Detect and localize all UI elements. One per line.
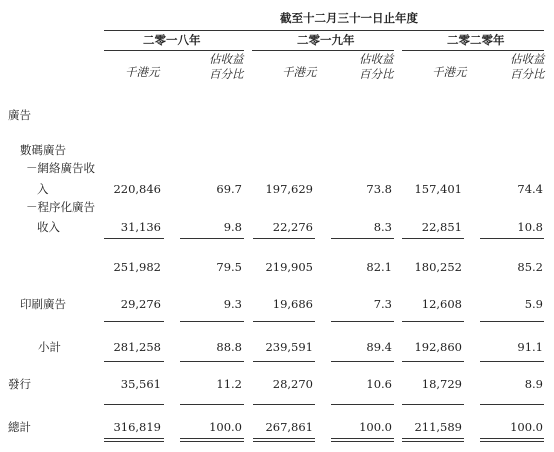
digital-total-2019-pct: 82.1 bbox=[366, 260, 392, 274]
print-2019-amount: 19,686 bbox=[272, 297, 313, 311]
pct-label-2020-l2: 百分比 bbox=[510, 67, 545, 81]
header-rule-2018 bbox=[104, 50, 244, 51]
period-heading: 截至十二月三十一日止年度 bbox=[280, 11, 418, 25]
subtotal-2018-pct: 88.8 bbox=[216, 340, 242, 354]
rule-digital-2019a bbox=[253, 238, 315, 239]
total-2019-pct: 100.0 bbox=[359, 420, 392, 434]
online-2020-pct: 74.4 bbox=[517, 182, 543, 196]
rule-digital-2020a bbox=[402, 238, 464, 239]
circulation-2019-pct: 10.6 bbox=[366, 377, 392, 391]
double-rule-total-2019b bbox=[331, 438, 394, 442]
double-rule-total-2020a bbox=[402, 438, 464, 442]
rule-print-2018a bbox=[104, 321, 164, 322]
row-label-online-1: －網絡廣告收 bbox=[26, 161, 95, 175]
rule-digital-2019b bbox=[331, 238, 394, 239]
rule-circulation-2018a bbox=[104, 404, 164, 405]
programmatic-2019-amount: 22,276 bbox=[272, 220, 313, 234]
year-2018-heading: 二零一八年 bbox=[143, 33, 201, 47]
rule-circulation-2019b bbox=[331, 404, 394, 405]
circulation-2020-amount: 18,729 bbox=[421, 377, 462, 391]
total-2020-amount: 211,589 bbox=[414, 420, 462, 434]
programmatic-2020-pct: 10.8 bbox=[517, 220, 543, 234]
programmatic-2018-amount: 31,136 bbox=[120, 220, 161, 234]
total-2018-pct: 100.0 bbox=[209, 420, 242, 434]
circulation-2020-pct: 8.9 bbox=[524, 377, 543, 391]
row-label-programmatic-1: －程序化廣告 bbox=[26, 200, 95, 214]
online-2020-amount: 157,401 bbox=[414, 182, 462, 196]
pct-label-2018-l2: 百分比 bbox=[209, 67, 244, 81]
pct-label-2019-l2: 百分比 bbox=[359, 67, 394, 81]
print-2018-amount: 29,276 bbox=[120, 297, 161, 311]
double-rule-total-2019a bbox=[253, 438, 315, 442]
total-2018-amount: 316,819 bbox=[113, 420, 161, 434]
subtotal-2020-pct: 91.1 bbox=[517, 340, 543, 354]
rule-digital-2020b bbox=[480, 238, 544, 239]
unit-label-2018: 千港元 bbox=[125, 65, 160, 79]
digital-total-2018-pct: 79.5 bbox=[216, 260, 242, 274]
print-2020-pct: 5.9 bbox=[524, 297, 543, 311]
online-2018-pct: 69.7 bbox=[216, 182, 242, 196]
programmatic-2020-amount: 22,851 bbox=[421, 220, 462, 234]
rule-print-2020a bbox=[402, 321, 464, 322]
row-label-print: 印刷廣告 bbox=[20, 297, 66, 311]
circulation-2018-pct: 11.2 bbox=[216, 377, 242, 391]
circulation-2018-amount: 35,561 bbox=[120, 377, 161, 391]
print-2020-amount: 12,608 bbox=[421, 297, 462, 311]
programmatic-2019-pct: 8.3 bbox=[373, 220, 392, 234]
unit-label-2020: 千港元 bbox=[432, 65, 467, 79]
online-2018-amount: 220,846 bbox=[113, 182, 161, 196]
digital-total-2019-amount: 219,905 bbox=[265, 260, 313, 274]
digital-total-2018-amount: 251,982 bbox=[113, 260, 161, 274]
row-label-digital-ads: 數碼廣告 bbox=[20, 143, 66, 157]
double-rule-total-2020b bbox=[480, 438, 544, 442]
digital-total-2020-amount: 180,252 bbox=[414, 260, 462, 274]
rule-print-2020b bbox=[480, 321, 544, 322]
online-2019-pct: 73.8 bbox=[366, 182, 392, 196]
rule-subtotal-2020b bbox=[480, 361, 544, 362]
year-2020-heading: 二零二零年 bbox=[447, 33, 505, 47]
year-2019-heading: 二零一九年 bbox=[297, 33, 355, 47]
row-label-subtotal: 小計 bbox=[38, 340, 61, 354]
online-2019-amount: 197,629 bbox=[265, 182, 313, 196]
row-label-total: 總計 bbox=[8, 420, 31, 434]
print-2018-pct: 9.3 bbox=[223, 297, 242, 311]
rule-subtotal-2018a bbox=[104, 361, 164, 362]
rule-digital-2018a bbox=[104, 238, 164, 239]
rule-digital-2018b bbox=[180, 238, 244, 239]
rule-print-2018b bbox=[180, 321, 244, 322]
unit-label-2019: 千港元 bbox=[282, 65, 317, 79]
header-rule-top bbox=[104, 30, 544, 31]
digital-total-2020-pct: 85.2 bbox=[517, 260, 543, 274]
rule-print-2019b bbox=[331, 321, 394, 322]
row-label-programmatic-2: 收入 bbox=[37, 220, 60, 234]
total-2019-amount: 267,861 bbox=[265, 420, 313, 434]
programmatic-2018-pct: 9.8 bbox=[223, 220, 242, 234]
subtotal-2020-amount: 192,860 bbox=[414, 340, 462, 354]
row-label-circulation: 發行 bbox=[8, 377, 31, 391]
header-rule-2019 bbox=[252, 50, 394, 51]
rule-circulation-2020a bbox=[402, 404, 464, 405]
circulation-2019-amount: 28,270 bbox=[272, 377, 313, 391]
rule-circulation-2018b bbox=[180, 404, 244, 405]
pct-label-2018-l1: 佔收益 bbox=[209, 52, 244, 66]
rule-subtotal-2018b bbox=[180, 361, 244, 362]
pct-label-2019-l1: 佔收益 bbox=[359, 52, 394, 66]
subtotal-2019-pct: 89.4 bbox=[366, 340, 392, 354]
rule-print-2019a bbox=[253, 321, 315, 322]
total-2020-pct: 100.0 bbox=[510, 420, 543, 434]
rule-subtotal-2019a bbox=[253, 361, 315, 362]
row-label-advertising: 廣告 bbox=[8, 108, 31, 122]
subtotal-2019-amount: 239,591 bbox=[265, 340, 313, 354]
rule-subtotal-2019b bbox=[331, 361, 394, 362]
header-rule-2020 bbox=[402, 50, 544, 51]
subtotal-2018-amount: 281,258 bbox=[113, 340, 161, 354]
pct-label-2020-l1: 佔收益 bbox=[510, 52, 545, 66]
rule-circulation-2019a bbox=[253, 404, 315, 405]
print-2019-pct: 7.3 bbox=[373, 297, 392, 311]
double-rule-total-2018a bbox=[104, 438, 164, 442]
row-label-online-2: 入 bbox=[37, 182, 49, 196]
rule-subtotal-2020a bbox=[402, 361, 464, 362]
double-rule-total-2018b bbox=[180, 438, 244, 442]
rule-circulation-2020b bbox=[480, 404, 544, 405]
